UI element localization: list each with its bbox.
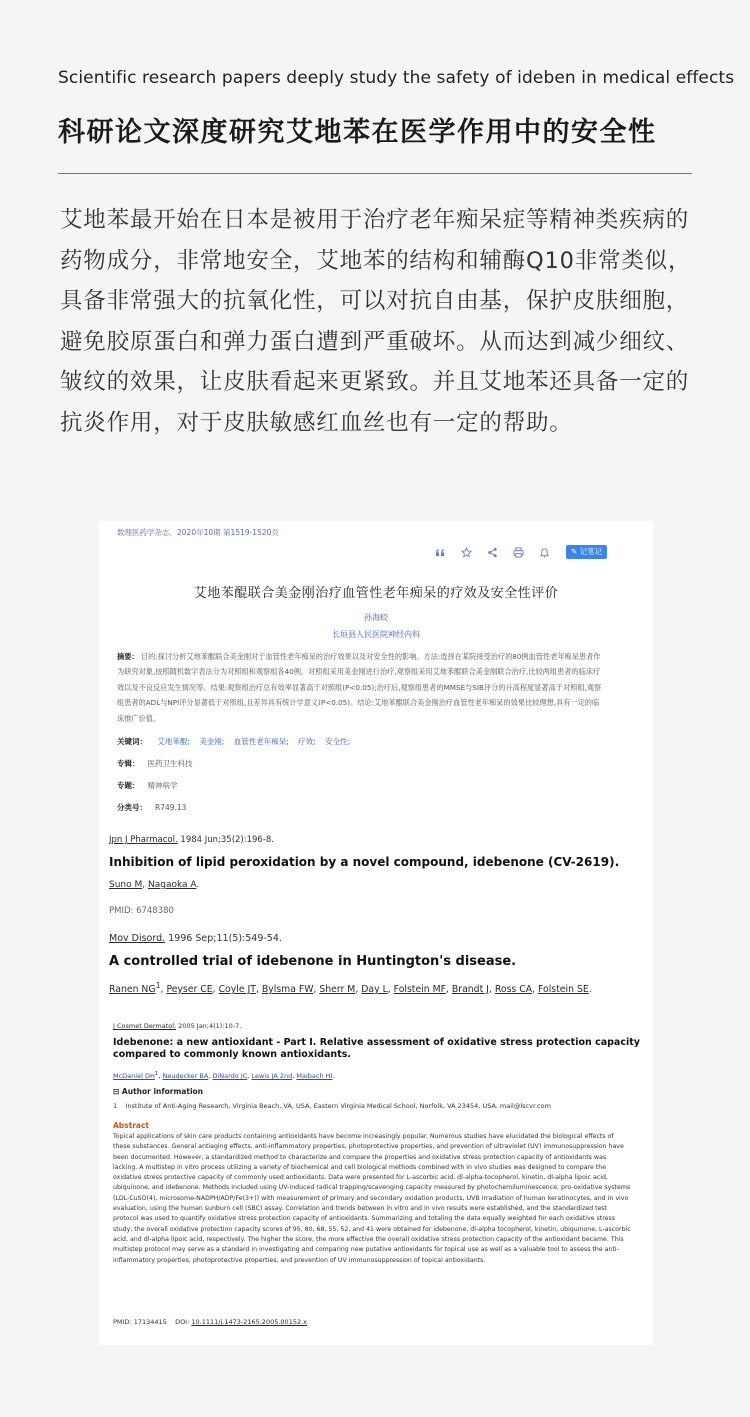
ref3-citation: 2005 Jan;4(1):10-7. xyxy=(176,1022,242,1030)
cn-topic-label: 专题： xyxy=(117,781,140,790)
author-link[interactable]: Maibach HI xyxy=(296,1072,333,1081)
ref2-title: A controlled trial of idebenone in Huntington's disease. xyxy=(109,954,517,969)
ref3-source xyxy=(113,1022,241,1030)
author-link[interactable]: Nagaoka A xyxy=(148,880,197,890)
cn-paper-author[interactable]: 孙海蛟 xyxy=(364,613,388,622)
ref3-author-affil-mark: 1 xyxy=(154,1071,159,1077)
cn-keyword[interactable]: 美金刚; xyxy=(199,737,225,746)
author-link[interactable]: Ranen NG xyxy=(109,984,156,996)
author-link[interactable]: Ross CA xyxy=(494,984,533,996)
collapse-icon: ⊟ xyxy=(113,1087,120,1096)
ref1-pmid: PMID: 6748380 xyxy=(109,906,174,916)
take-note-button[interactable]: ✎ 记笔记 xyxy=(566,545,607,559)
doi-link[interactable]: 10.1111/j.1473-2165.2005.00152.x xyxy=(191,1318,308,1326)
ref1-citation: 1984 Jun;35(2):196-8. xyxy=(177,835,275,845)
cn-class-row xyxy=(117,802,186,813)
subtitle-en: Scientific research papers deeply study the safety of ideben in medical effects xyxy=(58,68,735,88)
author-link[interactable]: Folstein SE xyxy=(538,984,589,996)
ref1-title: Inhibition of lipid peroxidation by a novel compound, idebenone (CV-2619). xyxy=(109,855,620,869)
cn-series-label: 专辑： xyxy=(117,759,140,768)
ref3-pmid: PMID: 17134415 xyxy=(113,1318,167,1326)
cn-paper-title: 艾地苯醌联合美金刚治疗血管性老年痴呆的疗效及安全性评价 xyxy=(193,586,559,601)
ref2-authors: Ranen $NG^1$, Peyser CE, Coyle JT, Bylsma FW, Sherr M, Day L, Folstein MF, Brandt J, Ross CA, Folstein SE. xyxy=(109,981,592,996)
ref3-abstract-heading: Abstract xyxy=(113,1121,150,1130)
affiliation-text: Institute of Anti-Aging Research, Virginia Beach, VA, USA, Eastern Virginia Medical School, Norfolk, VA 23454, USA. mail@lscvr.com xyxy=(125,1102,551,1110)
author-link[interactable]: Folstein MF xyxy=(393,984,446,996)
ref2-source xyxy=(109,933,282,944)
ref2-authors-end: . xyxy=(588,984,592,996)
author-info-toggle[interactable] xyxy=(113,1087,203,1096)
ref2-author-affil-mark: 1 xyxy=(155,981,161,990)
author-link[interactable]: Suno M xyxy=(109,880,143,890)
author-link[interactable]: Day L xyxy=(361,984,388,996)
intro-paragraph: 艾地苯最开始在日本是被用于治疗老年痴呆症等精神类疾病的药物成分，非常地安全，艾地苯的结构和辅酶Q10非常类似，具备非常强大的抗氧化性，可以对抗自由基，保护皮肤细胞，避免胶原蛋白和弹力蛋白遭到严重破坏。从而达到减少细纹、皱纹的效果，让皮肤看起来更紧致。并且艾地苯还具备一定的抗炎作用，对于皮肤敏感红血丝也有一定的帮助。 xyxy=(60,207,692,436)
author-link[interactable]: Coyle JT xyxy=(218,984,256,996)
cn-topic-row xyxy=(117,780,178,791)
cn-keywords-row xyxy=(117,736,357,747)
ref3-affiliation xyxy=(113,1102,551,1110)
author-link[interactable]: Neudecker BA xyxy=(162,1072,209,1081)
ref3-abstract: Topical applications of skin care products containing antioxidants have become increasingly popular. Numerous studies have elucidated the biological effects of these substances. General antiaging effects, anti-inflammatory properties, photoprotective properties, and prevention of ultraviolet (UV) immunosuppression have been documented. However, a standardized method to characterize and compare the properties and oxidative stress protection capacity of antioxidants was lacking. A multistep in vitro process utilizing a variety of biochemical and cell biological methods combined with in vivo studies was designed to compare the oxidative stress protective capacity of commonly used antioxidants. Data were presented for L-ascorbic acid, dl-alpha-tocopherol, kinetin, dl-alpha lipoic acid, ubiquinone, and idebenone. Methods included using UV-induced radical trapping/scavenging capacity measured by photochemiluminescence, pro-oxidative systems (LDL-CuSO(4), microsome-NADPH/ADP/Fe(3+)) with measurement of primary and secondary oxidation products, UVB irradiation of human keratinocytes, and in vivo evaluation, using the human sunburn cell (SBC) assay. Correlation and trends between in vitro and in vivo results were established, and the standardized test protocol was used to quantify oxidative stress protection capacity of antioxidants. Summarizing and totaling the data equally weighted for each oxidative stress study, the overall oxidative protection capacity scores of 95, 80, 68, 55, 52, and 41 were obtained for idebenone, dl-alpha tocopherol, kinetin, ubiquinone, L-ascorbic acid, and dl-alpha lipoic acid, respectively. The higher the score, the more effective the overall oxidative stress protection capacity of the antioxidant became. This multistep protocol may serve as a standard in investigating and comparing new putative antioxidants for topical use as well as a valuable tool to assess the anti-inflammatory properties, photoprotective properties, and prevention of UV immunosuppression of topical antioxidants. xyxy=(113,1133,631,1264)
affiliation-number: 1 xyxy=(113,1102,118,1110)
page-title: 科研论文深度研究艾地苯在医学作用中的安全性 xyxy=(58,117,657,148)
cn-topic-value: 精神病学 xyxy=(147,781,178,790)
cn-journal-source[interactable]: 数理医药学杂志．2020年10期 第1519-1520页 xyxy=(117,528,279,537)
cn-keyword[interactable]: 艾地苯醌; xyxy=(157,737,190,746)
cn-keywords-label: 关键词： xyxy=(117,737,147,746)
author-link[interactable]: Bylsma FW xyxy=(261,984,314,996)
author-link[interactable]: DiNardo JC xyxy=(212,1072,248,1081)
article-toolbar xyxy=(432,545,607,559)
cn-class-label: 分类号： xyxy=(117,803,147,812)
ref1-source xyxy=(109,835,274,845)
ref2-journal-link[interactable]: Mov Disord. xyxy=(109,933,166,944)
cn-keyword[interactable]: 疗效; xyxy=(298,737,316,746)
cn-keyword[interactable]: 血管性老年痴呆; xyxy=(233,737,289,746)
author-info-label: Author information xyxy=(121,1087,204,1096)
star-icon[interactable] xyxy=(458,545,475,559)
cn-keyword[interactable]: 安全性; xyxy=(325,737,351,746)
quote-icon[interactable] xyxy=(432,545,449,559)
author-link[interactable]: McDaniel DH xyxy=(113,1072,155,1081)
paper-screenshot-card xyxy=(99,521,653,1345)
cn-series-value: 医药卫生科技 xyxy=(147,759,193,768)
bell-icon[interactable] xyxy=(536,545,553,559)
cn-abstract-label: 摘要： xyxy=(117,652,139,661)
doi-label: DOI: xyxy=(175,1318,190,1326)
author-link[interactable]: Lewis JA 2nd xyxy=(251,1072,293,1081)
ref2-citation: 1996 Sep;11(5):549-54. xyxy=(165,933,282,944)
title-divider xyxy=(58,173,692,174)
print-icon[interactable] xyxy=(510,545,527,559)
cn-paper-organization[interactable]: 长垣县人民医院神经内科 xyxy=(332,630,420,639)
ref1-journal-link[interactable]: Jpn J Pharmacol. xyxy=(109,835,178,845)
ref3-authors: McDaniel $DH^1$, Neudecker BA, DiNardo JC, Lewis JA 2nd, Maibach HI. xyxy=(113,1071,335,1081)
ref3-identifiers xyxy=(113,1318,307,1326)
ref3-title: Idebenone: a new antioxidant - Part I. Relative assessment of oxidative stress protection capacity compared to commonly known antioxidants. xyxy=(113,1037,640,1060)
cn-class-value: R749.13 xyxy=(155,803,187,812)
cn-abstract xyxy=(117,649,604,726)
ref3-journal-link[interactable]: J Cosmet Dermatol. xyxy=(113,1022,177,1030)
author-link[interactable]: Peyser CE xyxy=(166,984,213,996)
cn-series-row xyxy=(117,758,193,769)
cn-abstract-text: 目的:探讨分析艾地苯醌联合美金刚对于血管性老年痴呆的治疗效果以及对安全性的影响。方法:选择在某院接受治疗的80例血管性老年痴呆患者作为研究对象,按照随机数字表法分为对照组和观察组各40例。对照组采用美金刚进行治疗,观察组采用艾地苯醌联合美金刚联合治疗,比较两组患者的临床疗效以及不良反应发生情况等。结果:观察组治疗总有效率显著高于对照组(P<0.05);治疗后,观察组患者的MMSE与SIB评分的升高程度显著高于对照组,观察组患者的ADL与NPI评分显著低于对照组,且差异具有统计学意义(P<0.05)。结论:艾地苯醌联合美金刚治疗血管性老年痴呆的效果比较理想,具有一定的临床推广价值。 xyxy=(117,652,602,723)
share-icon[interactable] xyxy=(484,545,501,559)
author-link[interactable]: Brandt J xyxy=(451,984,489,996)
take-note-label: 记笔记 xyxy=(579,547,603,556)
ref1-authors: Suno M, Nagaoka A. xyxy=(109,880,200,890)
author-link[interactable]: Sherr M xyxy=(319,984,356,996)
